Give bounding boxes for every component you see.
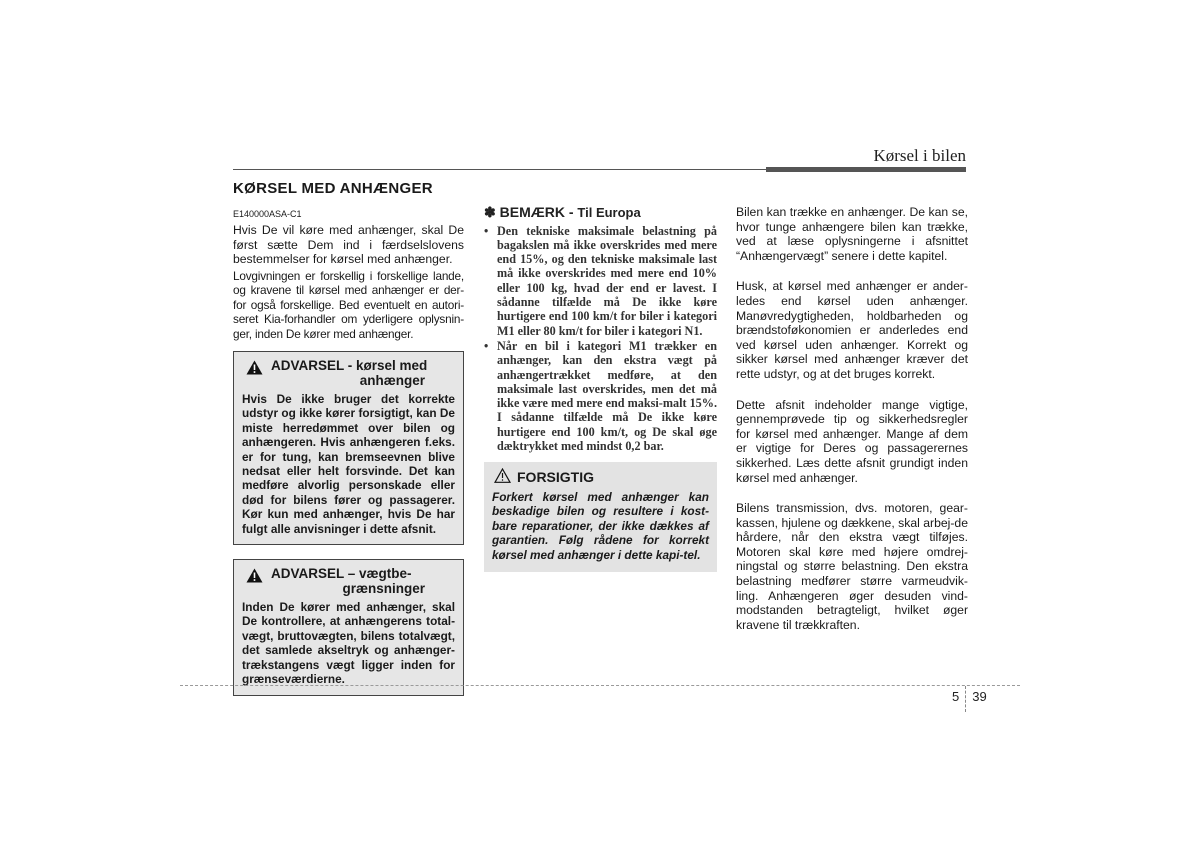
intro-paragraph-2: Lovgivningen er forskellig i forskellige lande, og kravene til kørsel med anhænger er der-for også forskellige. Bed eventuelt en autori-seret Kia-forhandler om yderligere oplysnin-ger, inden De kører med anhænger.	[233, 268, 464, 341]
warning-title-line2: grænsninger	[342, 581, 425, 597]
section-title: KØRSEL MED ANHÆNGER	[233, 180, 433, 197]
middle-column	[484, 205, 717, 572]
note-subtitle: Til Europa	[577, 205, 641, 220]
body-paragraph: Bilens transmission, dvs. motoren, gear-kassen, hjulene og dækkene, skal arbej-de hårdere, når den ekstra vægt tilføjes. Motoren skal køre med højere omdrej-ningstal og større belastning. Den ekstra belastning medfører større varmeudvik-ling. Anhængeren øger desuden vind-modstanden betragteligt, hvilket øger kravene til trækkraften.	[736, 501, 968, 632]
warning-header	[242, 566, 455, 596]
section-code: E140000ASA-C1	[233, 208, 302, 219]
warning-header	[242, 358, 455, 388]
page-number	[952, 689, 987, 712]
note-heading	[484, 205, 717, 221]
caution-header	[492, 468, 709, 486]
caution-title: FORSIGTIG	[517, 468, 594, 485]
note-item-text: Når en bil i kategori M1 trækker en anhænger, kan den ekstra vægt på anhængertrækket medføre, at den maksimale last overskrides, men det må ikke være med mere end maksi-malt 15%. I sådanne tilfælde må De ikke køre hurtigere end 100 km/t, og De skal øge dæktrykket med mindst 0,2 bar.	[497, 338, 717, 454]
warning-title: ADVARSEL - kørsel med	[271, 358, 428, 373]
warning-body: Inden De kører med anhænger, skal De kontrollere, at anhængerens total-vægt, bruttovægten, bilens totalvægt, det samlede akseltryk og anhænger-trækstangens vægt ligger inden for grænseværdierne.	[242, 600, 455, 687]
running-header-title: Kørsel i bilen	[873, 146, 966, 165]
intro-paragraph-1: Hvis De vil køre med anhænger, skal De først sætte Dem ind i færdselslovens bestemmelser for kørsel med anhænger.	[233, 223, 464, 267]
left-column	[233, 182, 464, 696]
warning-box-weight	[233, 559, 464, 695]
bullet-icon: •	[484, 338, 489, 353]
chapter-number: 5	[952, 689, 960, 704]
right-column	[736, 205, 968, 648]
warning-icon	[246, 360, 263, 378]
note-title: ✽ BEMÆRK -	[484, 204, 574, 220]
list-item	[484, 224, 717, 338]
body-paragraph: Bilen kan trække en anhænger. De kan se, hvor tunge anhængere bilen kan trække, ved at læse oplysningerne i afsnittet “Anhængervægt” senere i dette kapitel.	[736, 205, 968, 263]
warning-title: ADVARSEL – vægtbe-	[271, 566, 412, 582]
page-number-value: 39	[972, 689, 987, 704]
list-item	[484, 339, 717, 453]
body-paragraph: Husk, at kørsel med anhænger er ander-ledes end kørsel uden anhænger. Manøvredygtigheden, holdbarheden og brændstoføkonomien er anderledes end ved kørsel uden anhænger. Korrekt og sikker kørsel med anhænger kræver det rette udstyr, og at det bruges korrekt.	[736, 279, 968, 381]
warning-icon	[246, 568, 263, 586]
warning-body: Hvis De ikke bruger det korrekte udstyr og ikke kører forsigtigt, kan De miste herredømmet over bilen og anhængeren. Hvis anhængeren f.eks. er for tung, kan bremseevnen blive nedsat eller helt forsvinde. Det kan medføre alvorlig personskade eller død for bilens fører og passagerer. Kør kun med anhænger, hvis De har fulgt alle anvisninger i dette afsnit.	[242, 392, 455, 536]
note-item-text: Den tekniske maksimale belastning på bagakslen må ikke overskrides med mere end 15%, og den tekniske maksimale last må ikke overskrides med mere end 10% eller 100 kg, hvad der end er lavest. I sådanne tilfælde må De ikke køre hurtigere end 100 km/t for biler i kategori M1 eller 80 km/t for biler i kategori N1.	[497, 223, 717, 338]
caution-body: Forkert kørsel med anhænger kan beskadige bilen og resultere i kost-bare reparationer, der ikke dækkes af garantien. Følg rådene for korrekt kørsel med anhænger i dette kapi-tel.	[492, 489, 709, 562]
footer-rule	[180, 685, 1020, 686]
bullet-icon: •	[484, 223, 489, 238]
caution-icon	[494, 468, 511, 486]
body-paragraph: Dette afsnit indeholder mange vigtige, gennemprøvede tip og sikkerhedsregler for kørsel med anhænger. Mange af dem er vigtige for Deres og passagerernes sikkerhed. Læs dette afsnit grundigt inden kørsel med anhænger.	[736, 397, 968, 485]
header-accent-bar	[766, 167, 966, 172]
warning-box-towing	[233, 351, 464, 545]
note-list	[484, 224, 717, 454]
caution-box	[484, 462, 717, 572]
page-number-divider	[965, 686, 967, 712]
warning-title-line2: anhænger	[359, 373, 425, 388]
